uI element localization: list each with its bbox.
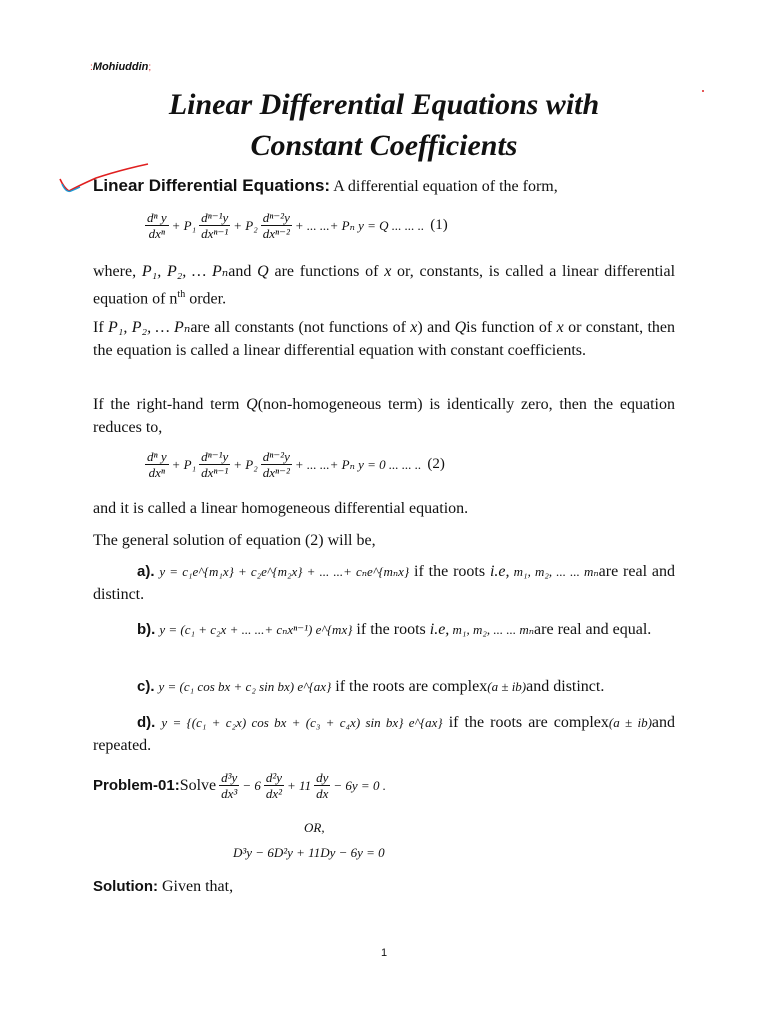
equation-term: + P₂: [233, 217, 258, 233]
superscript-th: th: [177, 289, 186, 300]
problem-equation: [216, 770, 386, 801]
case-d: [93, 711, 675, 757]
equation-term: − 6: [242, 777, 261, 793]
fraction: [145, 210, 169, 241]
case-roots: (a ± ib): [487, 679, 527, 694]
equation-number: (1): [430, 217, 448, 233]
fraction: [261, 449, 292, 480]
fraction-numerator: dⁿ y: [147, 210, 167, 225]
red-dot-mark: [702, 90, 704, 92]
solution-label: Solution:: [93, 878, 158, 895]
math-ie: i.e,: [429, 621, 450, 638]
math-q: Q: [257, 263, 269, 280]
text-run: order.: [185, 290, 227, 308]
text-run: if the roots are complex: [442, 714, 609, 731]
text-run: and it is called a linear homogeneous differential equation.: [93, 500, 469, 517]
author-mark-left: :: [90, 62, 93, 73]
fraction-denominator: dx³: [221, 786, 238, 801]
text-run: and: [228, 263, 258, 280]
case-label: c).: [137, 678, 155, 695]
text-run: and repeated.: [93, 714, 676, 754]
fraction-numerator: dⁿ⁻²y: [262, 210, 290, 225]
equation-term: + P₁: [171, 456, 197, 472]
case-roots: (a ± ib): [608, 715, 652, 730]
text-run: is function of: [466, 319, 557, 336]
text-run: are real and equal.: [534, 621, 652, 638]
fraction-numerator: dⁿ⁻¹y: [201, 449, 229, 464]
paragraph-homogeneous: [93, 497, 675, 520]
solution-line: [93, 875, 675, 898]
fraction: [145, 449, 169, 480]
solution-text: Given that,: [157, 878, 234, 895]
text-run: if the roots: [409, 563, 490, 580]
case-label: b).: [137, 621, 156, 638]
paragraph-right-hand: [93, 393, 675, 439]
text-run: or constant, then the equation is called a linear differential equation with constant coefficients.: [93, 319, 676, 359]
case-roots: m₁, m₂, ... ... mₙ: [449, 622, 535, 637]
section-heading: [93, 176, 558, 196]
case-label: a).: [137, 563, 155, 580]
case-equation: y = {(c₁ + c₂x) cos bx + (c₃ + c₄x) sin bx} e^{ax}: [161, 715, 443, 730]
fraction-numerator: d³y: [221, 770, 238, 785]
problem-label: Problem-01:: [93, 777, 180, 794]
fraction-numerator: dy: [316, 770, 329, 785]
equation-2: [142, 449, 445, 480]
case-c: [93, 675, 675, 698]
fraction: [219, 770, 239, 801]
fraction: [264, 770, 284, 801]
fraction-numerator: dⁿ⁻¹y: [201, 210, 229, 225]
problem-01: [93, 770, 386, 801]
title-line-2: Constant Coefficients: [250, 129, 518, 162]
equation-term: + 11: [287, 777, 312, 793]
math-x: x: [556, 319, 564, 336]
math-vars: P₁, P₂, … Pₙ: [141, 263, 229, 280]
case-a: [93, 560, 675, 606]
math-q: Q: [246, 396, 258, 413]
case-b: [93, 618, 675, 641]
equation-tail: + ... ...+ Pₙ y = Q ... ... ..: [294, 217, 425, 233]
fraction-numerator: dⁿ⁻²y: [262, 449, 290, 464]
text-run: are all constants (not functions of: [190, 319, 411, 336]
page-number: 1: [380, 947, 388, 959]
case-equation: y = (c₁ cos bx + c₂ sin bx) e^{ax}: [158, 679, 332, 694]
case-label: d).: [137, 714, 156, 731]
fraction-numerator: dⁿ y: [147, 449, 167, 464]
fraction-denominator: dxⁿ⁻¹: [201, 465, 229, 480]
problem-solve: Solve: [179, 776, 217, 794]
fraction-denominator: dxⁿ⁻¹: [201, 226, 229, 241]
text-run: if the roots are complex: [331, 678, 488, 695]
title-line-1: Linear Differential Equations with: [168, 88, 600, 121]
fraction-denominator: dx: [316, 786, 329, 801]
equation-1: [142, 210, 448, 241]
math-q: Q: [454, 319, 467, 336]
fraction-denominator: dxⁿ: [148, 465, 165, 480]
case-roots: m₁, m₂, ... ... mₙ: [509, 564, 599, 579]
fraction: [314, 770, 330, 801]
case-equation: y = (c₁ + c₂x + ... ...+ cₙxⁿ⁻¹) e^{mx}: [159, 622, 353, 637]
paragraph-if-constants: [93, 316, 675, 362]
fraction: [261, 210, 292, 241]
equation-number: (2): [427, 456, 445, 472]
fraction-denominator: dxⁿ: [148, 226, 165, 241]
fraction-denominator: dx²: [265, 786, 283, 801]
or-text: OR,: [304, 820, 325, 835]
text-run: are functions of: [274, 263, 385, 280]
section-heading-text: A differential equation of the form,: [330, 178, 558, 195]
text-run: or, constants, is called a linear differential equation of n: [93, 263, 676, 308]
text-run: If: [93, 319, 109, 336]
operator-form-equation: D³y − 6D²y + 11Dy − 6y = 0: [233, 845, 385, 860]
text-run: are real and distinct.: [93, 563, 676, 603]
text-run: if the roots: [352, 621, 430, 638]
text-run: where,: [93, 263, 142, 280]
text-run: ) and: [417, 319, 455, 336]
fraction-denominator: dxⁿ⁻²: [262, 465, 290, 480]
equation-term: + P₁: [171, 217, 197, 233]
text-run: and distinct.: [526, 678, 605, 695]
math-ie: i.e,: [489, 563, 510, 580]
fraction: [199, 210, 230, 241]
fraction-denominator: dxⁿ⁻²: [262, 226, 290, 241]
section-heading-label: Linear Differential Equations:: [93, 176, 331, 195]
math-vars: P₁, P₂, … Pₙ: [108, 319, 191, 336]
equation-tail: − 6y = 0 .: [333, 777, 386, 793]
text-run: The general solution of equation (2) will be,: [93, 532, 376, 549]
math-x: x: [410, 319, 418, 336]
fraction: [199, 449, 230, 480]
math-x: x: [384, 263, 392, 280]
fraction-numerator: d²y: [265, 770, 283, 785]
case-equation: y = c₁e^{m₁x} + c₂e^{m₂x} + ... ...+ cₙe^{mₙx}: [159, 564, 410, 579]
document-title: [80, 84, 688, 166]
paragraph-general-solution: [93, 529, 675, 552]
paragraph-where: [93, 260, 675, 310]
text-run: If the right-hand term: [93, 396, 247, 413]
equation-tail: + ... ...+ Pₙ y = 0 ... ... ..: [294, 456, 422, 472]
equation-term: + P₂: [233, 456, 258, 472]
author-name: [90, 61, 151, 73]
author-text: Mohiuddin: [92, 61, 149, 73]
text-run: (non-homogeneous term) is identically zero, then the equation reduces to,: [93, 396, 675, 436]
author-mark-right: ;: [148, 62, 152, 73]
